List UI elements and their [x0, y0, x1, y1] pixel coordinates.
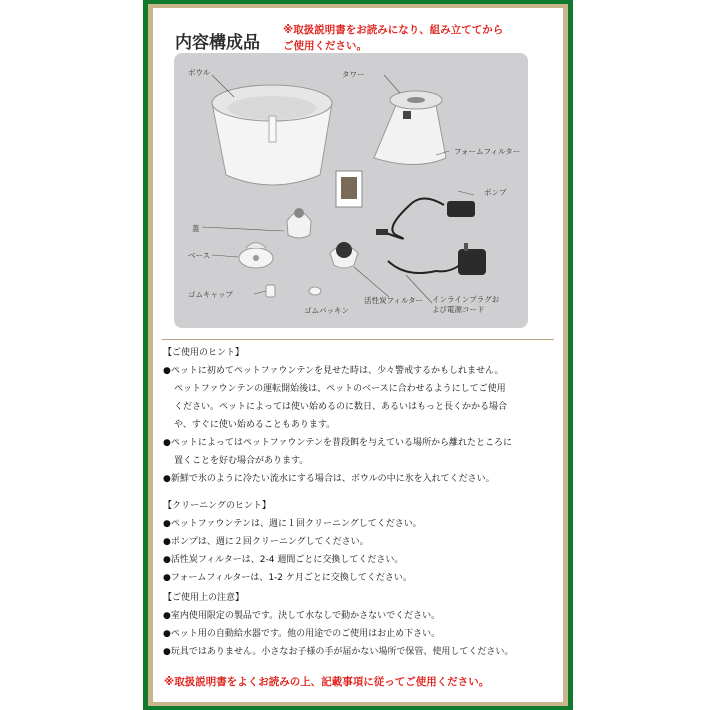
header-note-line1: ※取扱説明書をお読みになり、組み立ててから [283, 24, 504, 36]
usage-tip-line: ●ペットによってはペットファウンテンを普段餌を与えている場所から離れたところに [163, 438, 512, 448]
page-title: 内容構成品 [175, 33, 260, 53]
base-image [239, 243, 273, 269]
cleaning-tips-heading: 【クリーニングのヒント】 [163, 501, 271, 511]
cleaning-tips-section [163, 497, 555, 587]
section-divider [162, 339, 554, 340]
usage-tip-line: ください。ペットによっては使い始めるのに数日、あるいはもっと長くかかる場合 [174, 402, 508, 412]
power-cord-image [388, 243, 486, 275]
lid-image [287, 208, 311, 238]
usage-tip-line: や、すぐに使い始めることもあります。 [174, 420, 336, 430]
pump-image [376, 198, 475, 238]
bowl-image [212, 85, 332, 185]
usage-tips-section [163, 344, 555, 488]
label-rubber-cap: ゴムキャップ [188, 290, 233, 299]
foam-filter-image [336, 171, 362, 207]
cautions-heading: 【ご使用上の注意】 [163, 593, 245, 603]
usage-tip-line: ペットファウンテンの運転開始後は、ペットのベースに合わせるようにしてご使用 [174, 384, 506, 394]
cleaning-tip-line: ●フォームフィルターは、1-2 ケ月ごとに交換してください。 [163, 573, 412, 583]
label-plug-cord [432, 295, 499, 315]
usage-tip-line: ●新鮮で氷のように冷たい流水にする場合は、ボウルの中に氷を入れてください。 [163, 474, 495, 484]
rubber-cap-image [266, 285, 275, 297]
label-plug-cord-line2: よび電源コード [432, 305, 485, 314]
rubber-packing-image [309, 287, 321, 295]
caution-line: ●玩具ではありません。小さなお子様の手が届かない場所で保管、使用してください。 [163, 647, 514, 657]
label-bowl: ボウル [188, 68, 211, 77]
cautions-section [163, 589, 555, 661]
label-pump: ポンプ [484, 188, 507, 197]
parts-photo [174, 53, 528, 328]
usage-tips-heading: 【ご使用のヒント】 [163, 348, 245, 358]
label-tower: タワー [342, 70, 365, 79]
label-lid: 蓋 [192, 224, 200, 233]
label-plug-cord-line1: インラインプラグお [432, 295, 500, 304]
tower-image [374, 91, 446, 165]
carbon-filter-image [330, 242, 358, 268]
cleaning-tip-line: ●ペットファウンテンは、週に１回クリーニングしてください。 [163, 519, 422, 529]
usage-tip-line: 置くことを好む場合があります。 [174, 456, 309, 466]
header-note-line2: ご使用ください。 [283, 40, 367, 52]
label-carbon-filter: 活性炭フィルター [364, 296, 424, 305]
header-warning-note [283, 22, 533, 54]
footer-warning-note: ※取扱説明書をよくお読みの上、記載事項に従ってご使用ください。 [164, 676, 490, 688]
label-rubber-packing: ゴムパッキン [304, 306, 349, 315]
label-base: ベース [188, 251, 211, 260]
caution-line: ●室内使用限定の製品です。決して水なしで動かさないでください。 [163, 611, 441, 621]
cleaning-tip-line: ●ポンプは、週に２回クリーニングしてください。 [163, 537, 369, 547]
parts-illustration [174, 53, 528, 328]
caution-line: ●ペット用の自動給水器です。他の用途でのご使用はお止め下さい。 [163, 629, 441, 639]
usage-tip-line: ●ペットに初めてペットファウンテンを見せた時は、少々警戒するかもしれません。 [163, 366, 504, 376]
cleaning-tip-line: ●活性炭フィルターは、2-4 週間ごとに交換してください。 [163, 555, 404, 565]
label-foam-filter: フォームフィルター [454, 147, 521, 156]
